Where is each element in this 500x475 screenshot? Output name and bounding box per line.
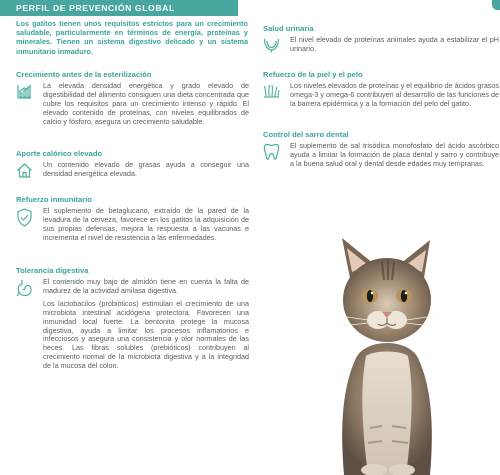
section-title: Refuerzo inmunitario <box>16 195 92 204</box>
section-dental <box>263 130 499 173</box>
header-title: PERFIL DE PREVENCIÓN GLOBAL <box>16 3 175 13</box>
section-paragraph: El contenido muy bajo de almidón tiene en cuenta la falta de madurez de la actividad amilasa digestiva. <box>43 277 249 295</box>
section-paragraph: El suplemento de betaglucano, extraído de la pared de la levadura de la cerveza, favorece en los gatitos la adquisición de sus propias defensas, mejora la respuesta a las vacunas e incrementa el nivel de resistencia a las enfermedades. <box>43 206 249 242</box>
urinary-icon <box>263 36 280 58</box>
section-title: Refuerzo de la piel y el pelo <box>263 70 363 79</box>
section-paragraph: Los lactobacilos (probióticos) estimulan el crecimiento de una microbiota intestinal acidógena protectora. Favorecen una inmunidad local fuerte. La bentonita protege la mucosa digestiva, ayuda a limitar los procesos inflamatorios e infecciosos y asegura una consistencia y olor normales de las heces. Las fibras solubles (prebióticos) contribuyen al crecimiento normal de la microbiota digestiva y a la integridad de la mucosa del colon. <box>43 298 249 371</box>
section-title: Tolerancia digestiva <box>16 266 89 275</box>
intro-text: Los gatitos tienen unos requisitos estrictos para un crecimiento saludable, particularmente en términos de energía, proteínas y minerales. Tienen un sistema digestivo delicado y un sistema inmunitario inmaduro. <box>16 19 248 56</box>
stomach-icon <box>16 278 33 375</box>
section-skin-fur <box>263 70 499 113</box>
tooth-icon <box>263 142 280 173</box>
shield-check-icon <box>16 207 33 247</box>
section-paragraph: Los niveles elevados de proteínas y el equilibrio de ácidos grasos omega-3 y omega-6 contribuyen al desarrollo de las funciones de la barrera epidérmica y a la formación del pelo del gatito. <box>290 81 499 108</box>
section-title: Aporte calórico elevado <box>16 149 103 158</box>
section-title: Control del sarro dental <box>263 130 349 139</box>
section-calories <box>16 149 249 183</box>
section-digestive <box>16 266 249 375</box>
section-paragraph: El suplemento de sal trisódica monofosfato del ácido ascórbico ayuda a limitar la formación de placa dental y sarro y contribuye a la buena salud oral y dental desde edades muy tempranas. <box>290 141 499 168</box>
section-growth <box>16 70 249 131</box>
fur-icon <box>263 82 280 113</box>
growth-chart-icon <box>16 82 33 131</box>
kitten-photo <box>322 238 452 475</box>
section-immune <box>16 195 249 247</box>
section-title: Salud urinaria <box>263 24 314 33</box>
section-title: Crecimiento antes de la esterilización <box>16 70 152 79</box>
section-urinary <box>263 24 499 58</box>
section-paragraph: Un contenido elevado de grasas ayuda a conseguir una densidad energética elevada. <box>43 160 249 178</box>
home-icon <box>16 161 33 183</box>
section-header <box>0 0 238 16</box>
page-corner-tab <box>492 0 500 10</box>
section-paragraph: El nivel elevado de proteínas animales ayuda a estabilizar el pH urinario. <box>290 35 499 53</box>
section-paragraph: La elevada densidad energética y grado elevado de digestibilidad del alimento consiguen una dieta concentrada que cubre los requisitos para un crecimiento intenso y rápido. El elevado contenido de proteínas, con niveles equilibrados de calcio y fósforo, asegura un crecimiento saludable. <box>43 81 249 126</box>
